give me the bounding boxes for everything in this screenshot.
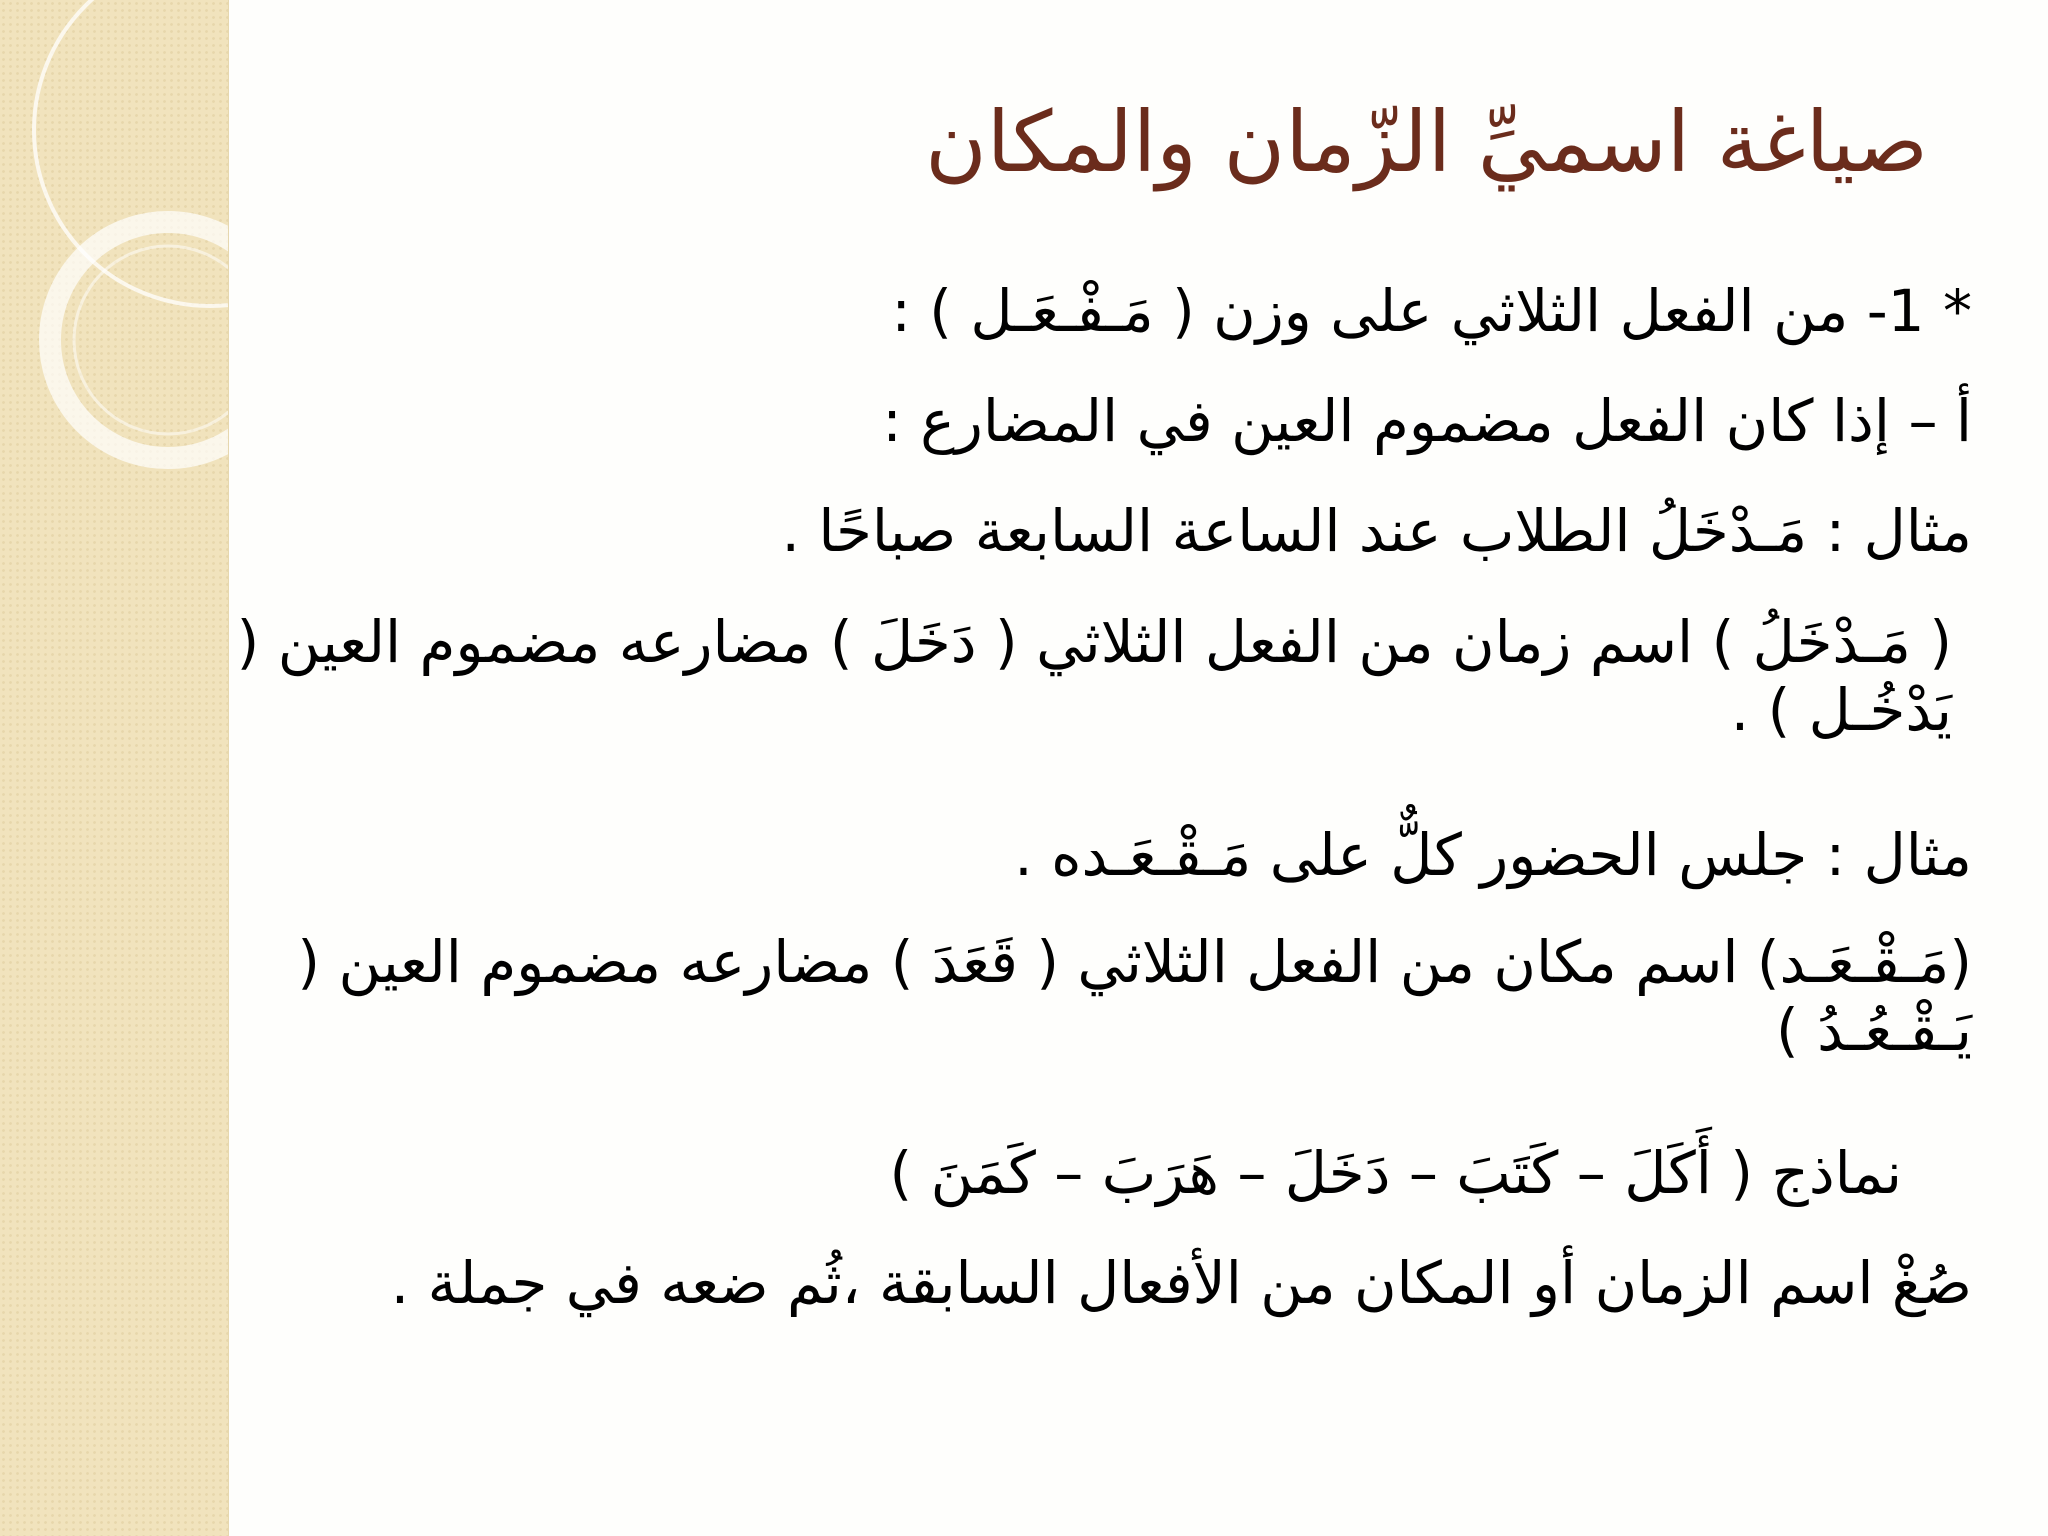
explanation-line-1: ( مَـدْخَلُ ) اسم زمان من الفعل الثلاثي ( دَخَلَ ) مضارعه مضموم العين ( يَدْخُـل ) . bbox=[236, 608, 1952, 745]
example-line-1: مثال : مَـدْخَلُ الطلاب عند الساعة السابعة صباحًا . bbox=[781, 497, 1972, 565]
models-line: نماذج ( أَكَلَ – كَتَبَ – دَخَلَ – هَرَبَ – كَمَنَ ) bbox=[889, 1139, 1902, 1207]
example-line-2: مثال : جلس الحضور كلٌّ على مَـقْـعَـده . bbox=[1014, 821, 1972, 889]
rule-heading: * 1- من الفعل الثلاثي على وزن ( مَـفْـعَـل ) : bbox=[891, 277, 1972, 345]
explanation-line-2: (مَـقْـعَـد) اسم مكان من الفعل الثلاثي ( قَعَدَ ) مضارعه مضموم العين ( يَـقْـعُـدُ ) bbox=[297, 928, 1972, 1065]
slide-title: صياغة اسميِّ الزّمان والمكان bbox=[925, 93, 1928, 191]
condition-line: أ – إذا كان الفعل مضموم العين في المضارع : bbox=[882, 387, 1972, 455]
exercise-line: صُغْ اسم الزمان أو المكان من الأفعال السابقة ،ثُم ضعه في جملة . bbox=[390, 1249, 1972, 1317]
